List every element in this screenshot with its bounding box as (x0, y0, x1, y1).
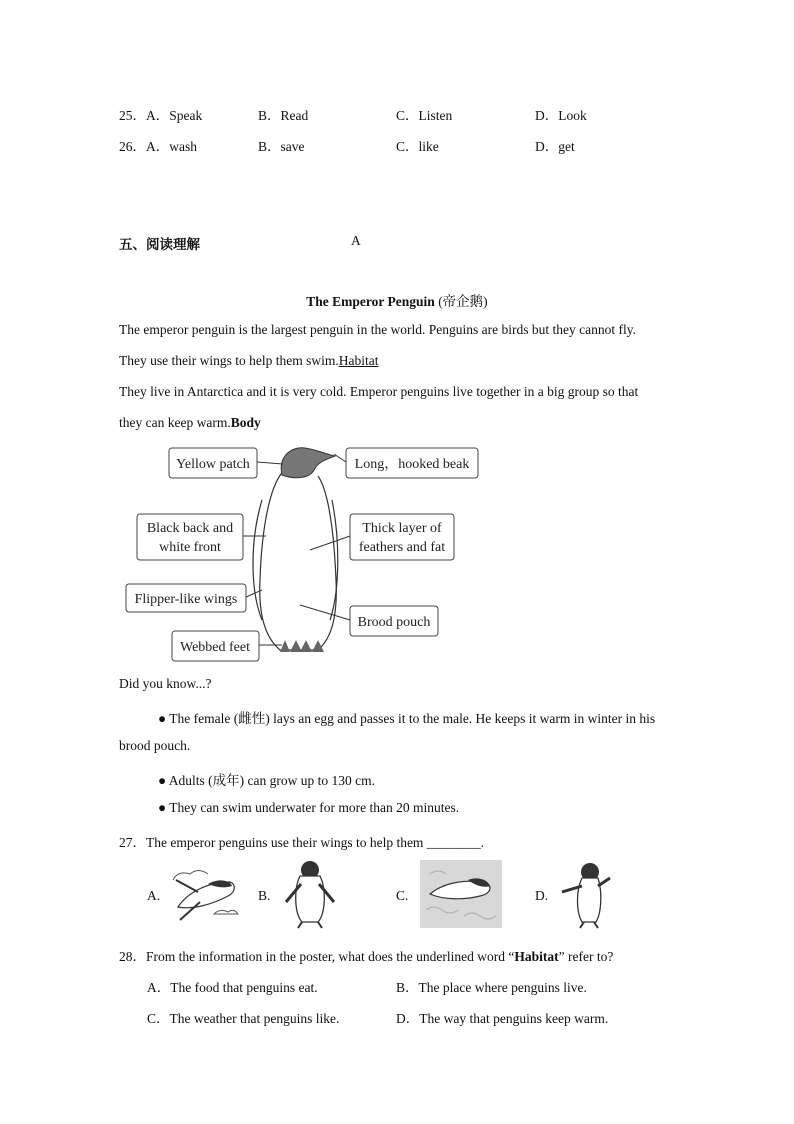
section-heading: 五、阅读理解 (119, 237, 200, 252)
fact-1-line-1: ● The female (雌性) lays an egg and passes it to the male. He keeps it warm in winter in his (158, 711, 656, 726)
q28-stem-pre: 28．From the information in the poster, what does the underlined word “ (119, 949, 515, 964)
fact-1-line-2: brood pouch. (119, 738, 191, 753)
q28-option-b: B．The place where penguins live. (396, 980, 587, 995)
label-thick-layer-2: feathers and fat (358, 540, 446, 555)
q28-stem-word: Habitat (514, 949, 559, 964)
article-title-cn: (帝企鹅) (438, 294, 488, 309)
article-line-2 (119, 353, 378, 369)
article-line-4 (119, 415, 261, 431)
label-thick-layer-1: Thick layer of (362, 521, 442, 536)
q25-option-a: A．Speak (146, 108, 203, 123)
article-title-en: The Emperor Penguin (306, 294, 435, 309)
body-heading: Body (230, 415, 261, 430)
label-yellow-patch: Yellow patch (176, 457, 250, 472)
penguin-head (281, 448, 335, 478)
label-feet: Webbed feet (180, 640, 250, 655)
q27-option-b-image (280, 858, 340, 930)
habitat-heading: Habitat (338, 353, 379, 368)
q26-number: 26． (119, 139, 146, 154)
q28-option-d: D．The way that penguins keep warm. (396, 1011, 609, 1026)
q27-option-d-image (558, 860, 613, 930)
q28-stem (119, 945, 613, 965)
penguin-left-foot (280, 640, 302, 652)
article-line-1: The emperor penguin is the largest penguin in the world. Penguins are birds but they cannot fly. (119, 322, 637, 337)
penguin-body-diagram (0, 440, 794, 670)
q27-stem: 27．The emperor penguins use their wings to help them ________. (119, 835, 485, 850)
fact-2: ● Adults (成年) can grow up to 130 cm. (158, 773, 376, 788)
q27-option-a-label: A. (147, 888, 161, 903)
q27-option-b-label: B. (258, 888, 271, 903)
q25-option-b: B．Read (258, 108, 309, 123)
q26-option-a: A．wash (146, 139, 197, 154)
article-line-4-text: they can keep warm. (119, 415, 231, 430)
q27-option-c-label: C. (396, 888, 409, 903)
q28-stem-post: ” refer to? (558, 949, 614, 964)
article-title (0, 290, 794, 310)
q25-number: 25． (119, 108, 146, 123)
q27-option-d-label: D. (535, 888, 549, 903)
label-wings: Flipper-like wings (134, 592, 238, 607)
q26-option-c: C．like (396, 139, 439, 154)
q28-option-a: A．The food that penguins eat. (147, 980, 318, 995)
label-brood: Brood pouch (357, 615, 431, 630)
q26-option-d: D．get (535, 139, 575, 154)
facts-intro: Did you know...? (119, 676, 212, 691)
q25-option-c: C．Listen (396, 108, 453, 123)
q27-option-c-image (420, 860, 502, 928)
article-line-3: They live in Antarctica and it is very cold. Emperor penguins live together in a big group so that (119, 384, 639, 399)
label-black-back-2: white front (159, 540, 221, 555)
fact-3: ● They can swim underwater for more than 20 minutes. (158, 800, 460, 815)
q25-row (119, 104, 202, 124)
q28-option-c: C．The weather that penguins like. (147, 1011, 340, 1026)
q26-row (119, 135, 197, 155)
q27-option-a-image (168, 862, 243, 922)
penguin-body-outline (260, 470, 337, 650)
label-beak: Long，hooked beak (354, 457, 470, 472)
section-part-label: A (351, 233, 361, 248)
q25-option-d: D．Look (535, 108, 587, 123)
label-black-back-1: Black back and (146, 521, 234, 536)
q26-option-b: B．save (258, 139, 305, 154)
article-line-2-text: They use their wings to help them swim. (119, 353, 339, 368)
